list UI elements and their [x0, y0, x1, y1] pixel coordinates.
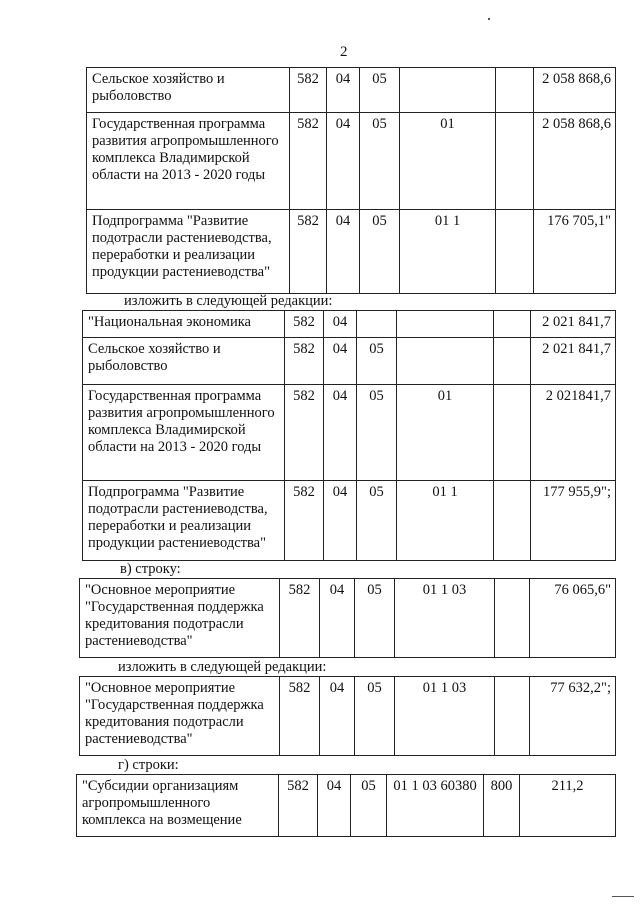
amount: 76 065,6" — [530, 579, 616, 658]
expense-type-code — [495, 677, 530, 756]
row-name: Подпрограмма "Развитие подотрасли растениеводства, переработки и реализации продукции растениеводства" — [83, 481, 285, 561]
table-row — [83, 338, 616, 385]
table-row — [83, 385, 616, 481]
row-name: Подпрограмма "Развитие подотрасли растениеводства, переработки и реализации продукции растениеводства" — [87, 210, 290, 294]
amount: 2 021841,7 — [531, 385, 616, 481]
target-article-code — [400, 68, 496, 113]
subsection-code: 05 — [357, 338, 397, 385]
amount: 176 705,1" — [534, 210, 616, 294]
admin-code: 582 — [290, 210, 327, 294]
target-article-code — [397, 338, 494, 385]
expense-type-code — [494, 311, 531, 338]
scan-mark — [612, 896, 634, 897]
section-code: 04 — [324, 481, 357, 561]
row-name: Государственная программа развития агропромышленного комплекса Владимирской области на 2013 - 2020 годы — [83, 385, 285, 481]
instruction-heading: г) строки: — [118, 757, 179, 773]
budget-table-replacement — [79, 676, 616, 756]
section-code: 04 — [324, 338, 357, 385]
target-article-code: 01 1 — [400, 210, 496, 294]
table-row — [83, 481, 616, 561]
target-article-code: 01 — [400, 113, 496, 210]
amount: 77 632,2"; — [530, 677, 616, 756]
admin-code: 582 — [280, 677, 320, 756]
amount: 177 955,9"; — [531, 481, 616, 561]
target-article-code: 01 1 03 — [395, 579, 495, 658]
instruction-heading: изложить в следующей редакции: — [124, 293, 333, 309]
subsection-code: 05 — [351, 775, 387, 837]
expense-type-code — [495, 579, 530, 658]
section-code: 04 — [327, 68, 360, 113]
section-code: 04 — [318, 775, 351, 837]
expense-type-code — [496, 210, 534, 294]
admin-code: 582 — [285, 481, 324, 561]
expense-type-code — [494, 481, 531, 561]
subsection-code — [357, 311, 397, 338]
row-name: Государственная программа развития агропромышленного комплекса Владимирской области на 2013 - 2020 годы — [87, 113, 290, 210]
admin-code: 582 — [290, 68, 327, 113]
row-name: "Субсидии организациям агропромышленного комплекса на возмещение — [77, 775, 279, 837]
subsection-code: 05 — [360, 68, 400, 113]
amount: 2 021 841,7 — [531, 338, 616, 385]
subsection-code: 05 — [355, 677, 395, 756]
instruction-heading: в) строку: — [120, 561, 181, 577]
table-row — [80, 579, 616, 658]
instruction-heading: изложить в следующей редакции: — [118, 659, 327, 675]
subsection-code: 05 — [360, 113, 400, 210]
section-code: 04 — [324, 311, 357, 338]
table-row — [77, 775, 616, 837]
budget-table-replacement — [82, 310, 616, 561]
target-article-code: 01 1 03 — [395, 677, 495, 756]
budget-table-original — [79, 578, 616, 658]
admin-code: 582 — [285, 385, 324, 481]
amount: 2 058 868,6 — [534, 68, 616, 113]
target-article-code — [397, 311, 494, 338]
admin-code: 582 — [290, 113, 327, 210]
row-name: Сельское хозяйство и рыболовство — [87, 68, 290, 113]
expense-type-code: 800 — [484, 775, 520, 837]
table-row — [87, 210, 616, 294]
budget-table-original — [86, 67, 616, 294]
table-row — [80, 677, 616, 756]
row-name: "Основное мероприятие "Государственная поддержка кредитования подотрасли растениеводства" — [80, 579, 280, 658]
budget-table-original — [76, 774, 616, 837]
expense-type-code — [496, 113, 534, 210]
admin-code: 582 — [279, 775, 318, 837]
scan-mark — [488, 18, 490, 20]
amount: 2 021 841,7 — [531, 311, 616, 338]
target-article-code: 01 1 — [397, 481, 494, 561]
expense-type-code — [494, 385, 531, 481]
row-name: "Национальная экономика — [83, 311, 285, 338]
section-code: 04 — [327, 113, 360, 210]
section-code: 04 — [320, 677, 355, 756]
table-row — [83, 311, 616, 338]
subsection-code: 05 — [360, 210, 400, 294]
subsection-code: 05 — [357, 481, 397, 561]
admin-code: 582 — [285, 338, 324, 385]
expense-type-code — [494, 338, 531, 385]
section-code: 04 — [320, 579, 355, 658]
admin-code: 582 — [285, 311, 324, 338]
admin-code: 582 — [280, 579, 320, 658]
subsection-code: 05 — [357, 385, 397, 481]
table-row — [87, 113, 616, 210]
amount: 2 058 868,6 — [534, 113, 616, 210]
section-code: 04 — [327, 210, 360, 294]
expense-type-code — [496, 68, 534, 113]
amount: 211,2 — [520, 775, 616, 837]
target-article-code: 01 — [397, 385, 494, 481]
target-article-code: 01 1 03 60380 — [387, 775, 484, 837]
subsection-code: 05 — [355, 579, 395, 658]
table-row — [87, 68, 616, 113]
section-code: 04 — [324, 385, 357, 481]
row-name: "Основное мероприятие "Государственная поддержка кредитования подотрасли растениеводства" — [80, 677, 280, 756]
page-number: 2 — [340, 44, 348, 60]
row-name: Сельское хозяйство и рыболовство — [83, 338, 285, 385]
